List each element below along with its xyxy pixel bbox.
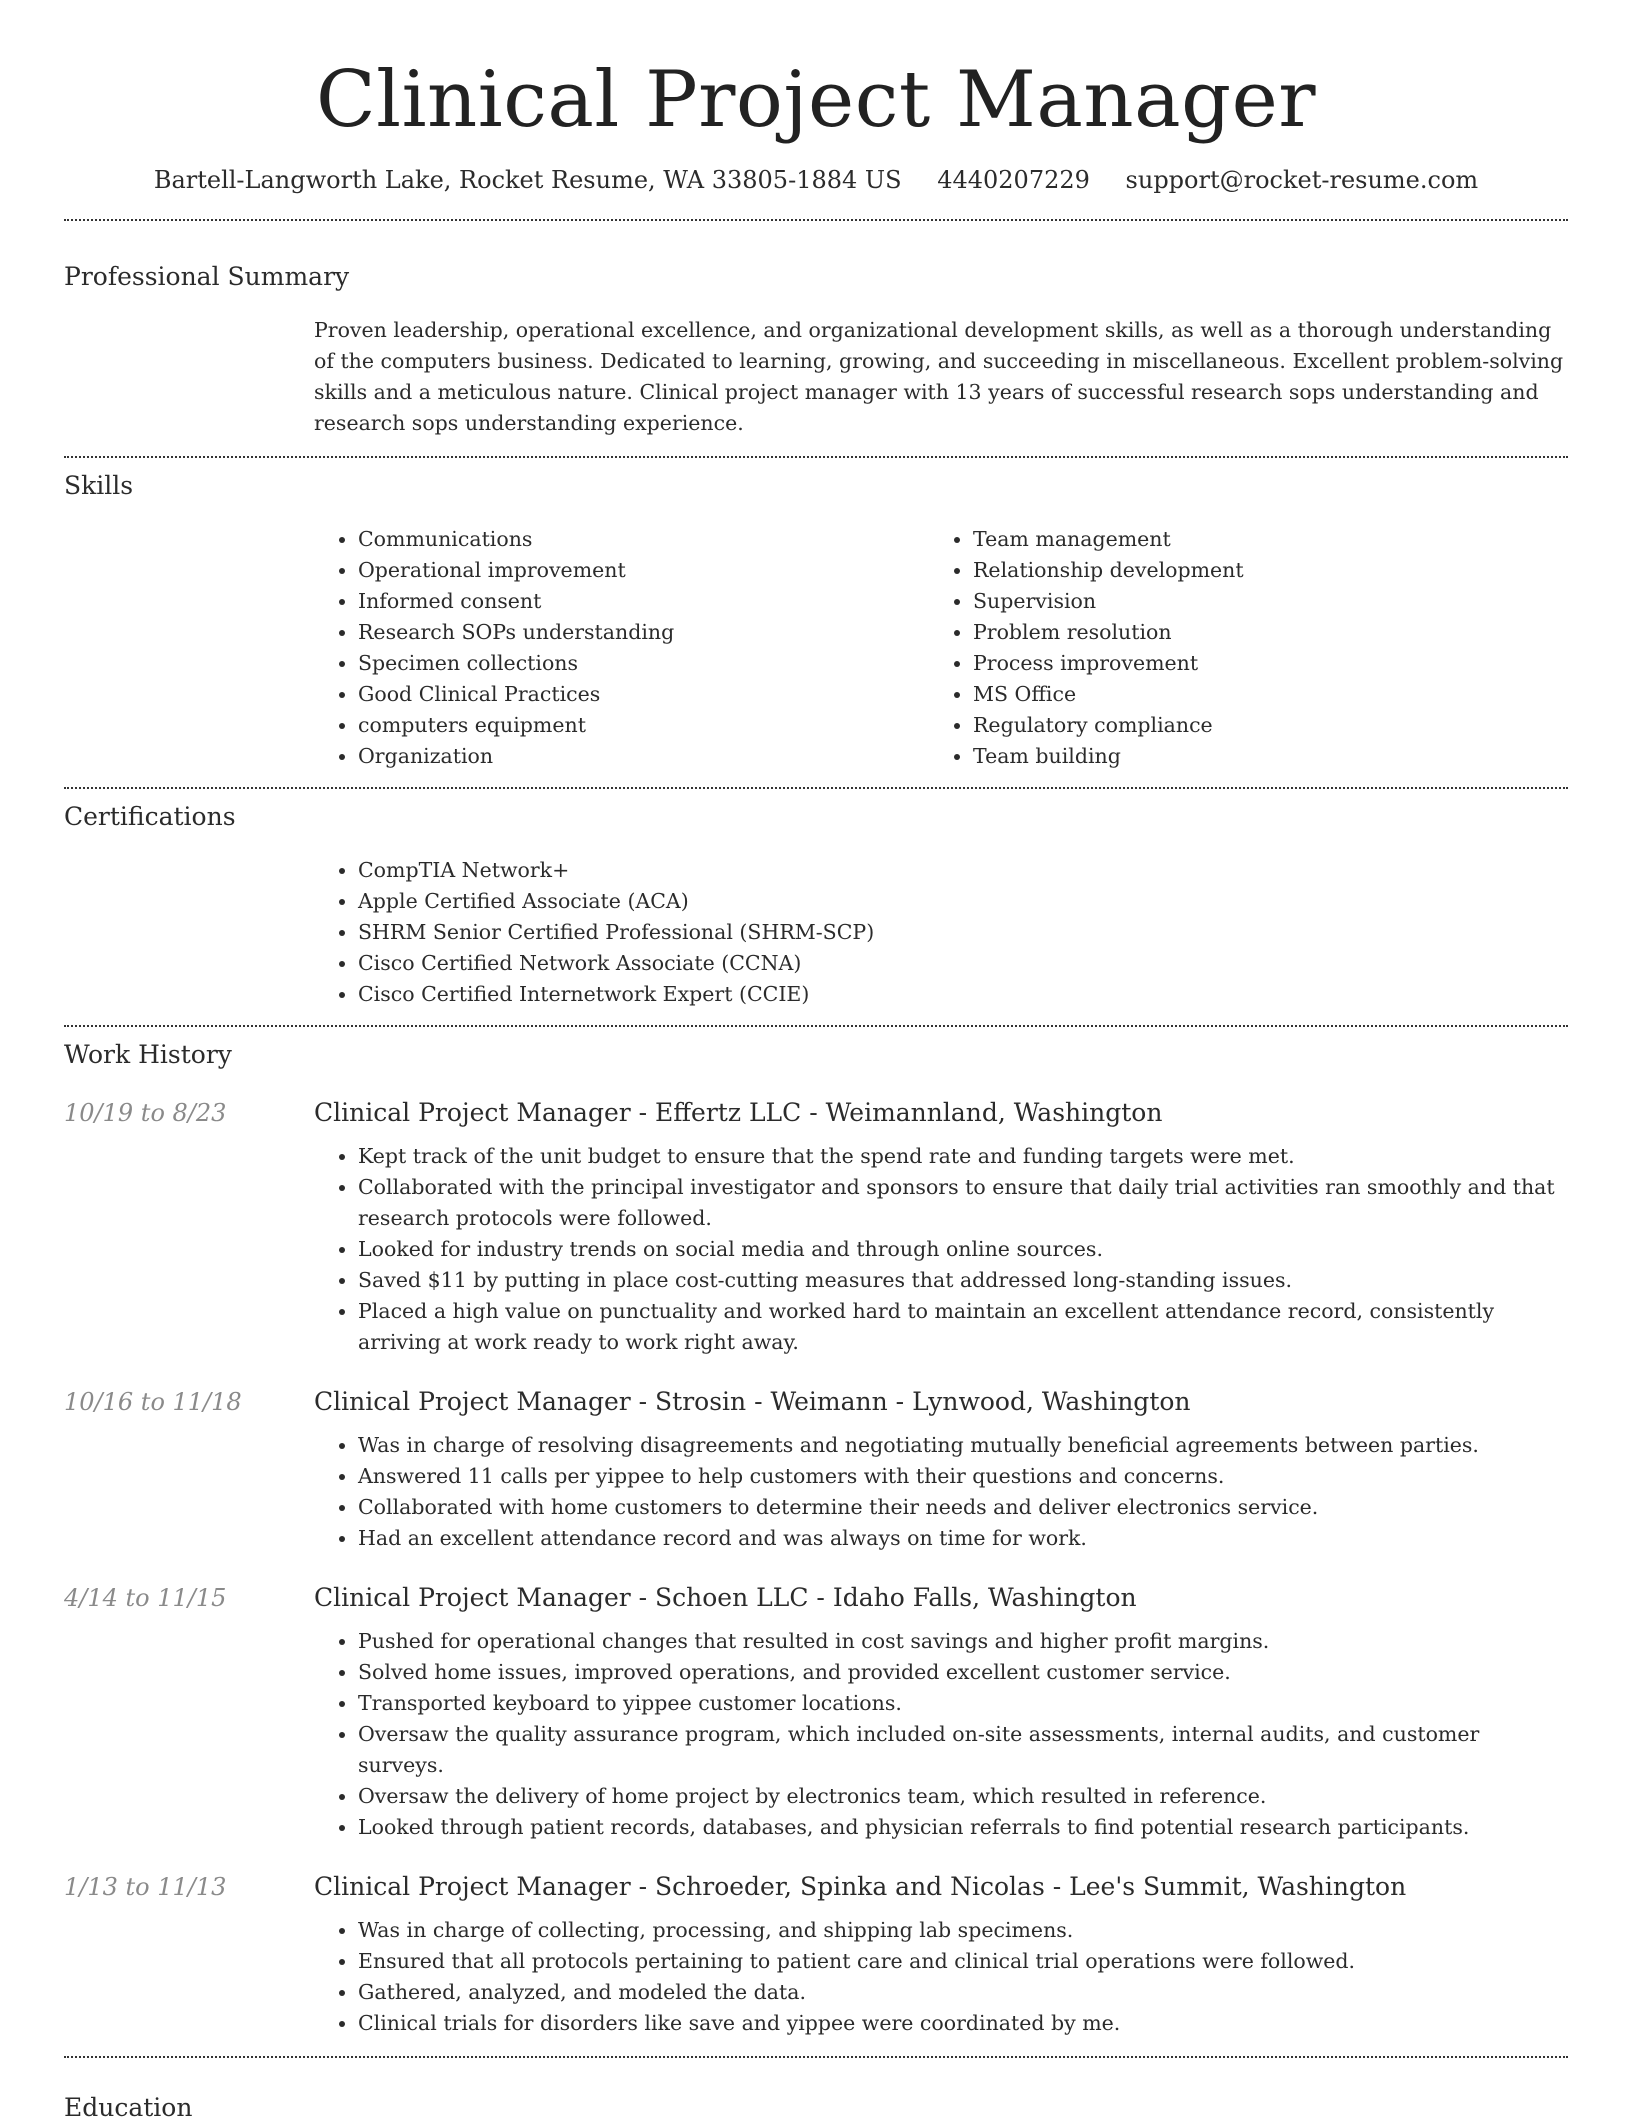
- job-header: [64, 1582, 1568, 1614]
- job-bullet-list: [314, 1141, 1568, 1358]
- certification-item: • Apple Certified Associate (ACA): [358, 886, 1568, 917]
- skills-divider: [64, 787, 1568, 789]
- skills-list-right: [929, 524, 1544, 772]
- skills-column-right: [929, 524, 1544, 772]
- job-bullet: • Looked through patient records, databases, and physician referrals to find potential research participants.: [358, 1812, 1568, 1843]
- job-bullets: [314, 1915, 1568, 2039]
- job-header: [64, 1386, 1568, 1418]
- job-bullet-list: [314, 1915, 1568, 2039]
- certifications-title: Certifications: [64, 802, 236, 831]
- skill-item: • Research SOPs understanding: [358, 617, 929, 648]
- skill-item: • Process improvement: [973, 648, 1544, 679]
- skill-item: • MS Office: [973, 679, 1544, 710]
- summary-title: Professional Summary: [64, 262, 350, 291]
- skill-item: • Team management: [973, 524, 1544, 555]
- job-dates: 4/14 to 11/15: [64, 1584, 227, 1612]
- summary-divider: [64, 456, 1568, 458]
- job-bullet: • Looked for industry trends on social media and through online sources.: [358, 1234, 1568, 1265]
- job-title: Clinical Project Manager - Schroeder, Spinka and Nicolas - Lee's Summit, Washington: [314, 1872, 1407, 1901]
- skills-list-left: [314, 524, 929, 772]
- contact-phone: 4440207229: [937, 166, 1090, 194]
- skill-item: • Relationship development: [973, 555, 1544, 586]
- job-bullet: • Gathered, analyzed, and modeled the data.: [358, 1977, 1568, 2008]
- work-jobs: [64, 1097, 1568, 2039]
- job-bullet: • Transported keyboard to yippee customer locations.: [358, 1688, 1568, 1719]
- job-title: Clinical Project Manager - Schoen LLC - Idaho Falls, Washington: [314, 1583, 1137, 1612]
- certifications-list: [314, 855, 1568, 1010]
- work-section: [64, 1039, 1568, 2039]
- job-bullet: • Placed a high value on punctuality and worked hard to maintain an excellent attendance record, consistently arriving at work ready to work right away.: [358, 1296, 1568, 1358]
- job-entry: [64, 1386, 1568, 1554]
- job-bullets: [314, 1626, 1568, 1843]
- skill-item: • Communications: [358, 524, 929, 555]
- job-entry: [64, 1097, 1568, 1358]
- certifications-body: [314, 855, 1568, 1010]
- job-entry: [64, 1582, 1568, 1843]
- skills-column-left: [314, 524, 929, 772]
- job-bullet: • Pushed for operational changes that resulted in cost savings and higher profit margins.: [358, 1626, 1568, 1657]
- skill-item: • Operational improvement: [358, 555, 929, 586]
- resume-name: Clinical Project Manager: [315, 55, 1317, 145]
- job-header: [64, 1871, 1568, 1903]
- job-bullet-list: [314, 1626, 1568, 1843]
- job-dates: 10/19 to 8/23: [64, 1099, 227, 1127]
- work-divider: [64, 2056, 1568, 2058]
- work-title: Work History: [64, 1040, 232, 1069]
- job-bullet: • Clinical trials for disorders like save and yippee were coordinated by me.: [358, 2008, 1568, 2039]
- skill-item: • Good Clinical Practices: [358, 679, 929, 710]
- skills-grid: [314, 524, 1568, 772]
- certification-item: • Cisco Certified Internetwork Expert (CCIE): [358, 979, 1568, 1010]
- job-bullet: • Was in charge of collecting, processing, and shipping lab specimens.: [358, 1915, 1568, 1946]
- skill-item: • Informed consent: [358, 586, 929, 617]
- job-bullet: • Had an excellent attendance record and was always on time for work.: [358, 1523, 1568, 1554]
- skill-item: • Supervision: [973, 586, 1544, 617]
- job-bullets: [314, 1141, 1568, 1358]
- summary-text: Proven leadership, operational excellence, and organizational development skills, as well as a thorough understanding of the computers business. Dedicated to learning, growing, and succeeding in miscellaneous. Excellent problem-solving skills and a meticulous nature. Clinical project manager with 13 years of successful research sops understanding and research sops understanding experience.: [314, 318, 1564, 435]
- job-bullets: [314, 1430, 1568, 1554]
- job-bullet: • Oversaw the quality assurance program, which included on-site assessments, internal audits, and customer surveys.: [358, 1719, 1568, 1781]
- job-bullet: • Kept track of the unit budget to ensure that the spend rate and funding targets were met.: [358, 1141, 1568, 1172]
- certification-item: • CompTIA Network+: [358, 855, 1568, 886]
- skill-item: • Organization: [358, 741, 929, 772]
- education-title-cutoff: Education: [64, 2093, 193, 2122]
- job-dates: 1/13 to 11/13: [64, 1873, 227, 1901]
- contact-email: support@rocket-resume.com: [1125, 166, 1479, 194]
- summary-body: [314, 315, 1568, 439]
- skills-section: [64, 470, 1568, 772]
- certifications-divider: [64, 1025, 1568, 1027]
- job-title: Clinical Project Manager - Effertz LLC - Weimannland, Washington: [314, 1098, 1163, 1127]
- certification-item: • Cisco Certified Network Associate (CCNA): [358, 948, 1568, 979]
- certifications-section: [64, 801, 1568, 1010]
- resume-page: [64, 0, 1568, 2058]
- certification-item: • SHRM Senior Certified Professional (SHRM-SCP): [358, 917, 1568, 948]
- job-bullet: • Was in charge of resolving disagreements and negotiating mutually beneficial agreements between parties.: [358, 1430, 1568, 1461]
- job-dates: 10/16 to 11/18: [64, 1388, 242, 1416]
- skill-item: • Regulatory compliance: [973, 710, 1544, 741]
- job-header: [64, 1097, 1568, 1129]
- job-bullet-list: [314, 1430, 1568, 1554]
- job-bullet: • Ensured that all protocols pertaining to patient care and clinical trial operations were followed.: [358, 1946, 1568, 1977]
- job-bullet: • Solved home issues, improved operations, and provided excellent customer service.: [358, 1657, 1568, 1688]
- skill-item: • Team building: [973, 741, 1544, 772]
- job-entry: [64, 1871, 1568, 2039]
- skill-item: • Problem resolution: [973, 617, 1544, 648]
- job-bullet: • Answered 11 calls per yippee to help customers with their questions and concerns.: [358, 1461, 1568, 1492]
- job-title: Clinical Project Manager - Strosin - Weimann - Lynwood, Washington: [314, 1387, 1191, 1416]
- header-divider: [64, 219, 1568, 221]
- job-bullet: • Collaborated with the principal investigator and sponsors to ensure that daily trial activities ran smoothly and that research protocols were followed.: [358, 1172, 1568, 1234]
- job-bullet: • Oversaw the delivery of home project by electronics team, which resulted in reference.: [358, 1781, 1568, 1812]
- job-bullet: • Collaborated with home customers to determine their needs and deliver electronics service.: [358, 1492, 1568, 1523]
- skill-item: • computers equipment: [358, 710, 929, 741]
- contact-address: Bartell-Langworth Lake, Rocket Resume, WA 33805-1884 US: [153, 166, 902, 194]
- skill-item: • Specimen collections: [358, 648, 929, 679]
- summary-section: [64, 261, 1568, 439]
- contact-info: [64, 164, 1568, 196]
- skills-title: Skills: [64, 471, 134, 500]
- job-bullet: • Saved $11 by putting in place cost-cutting measures that addressed long-standing issues.: [358, 1265, 1568, 1296]
